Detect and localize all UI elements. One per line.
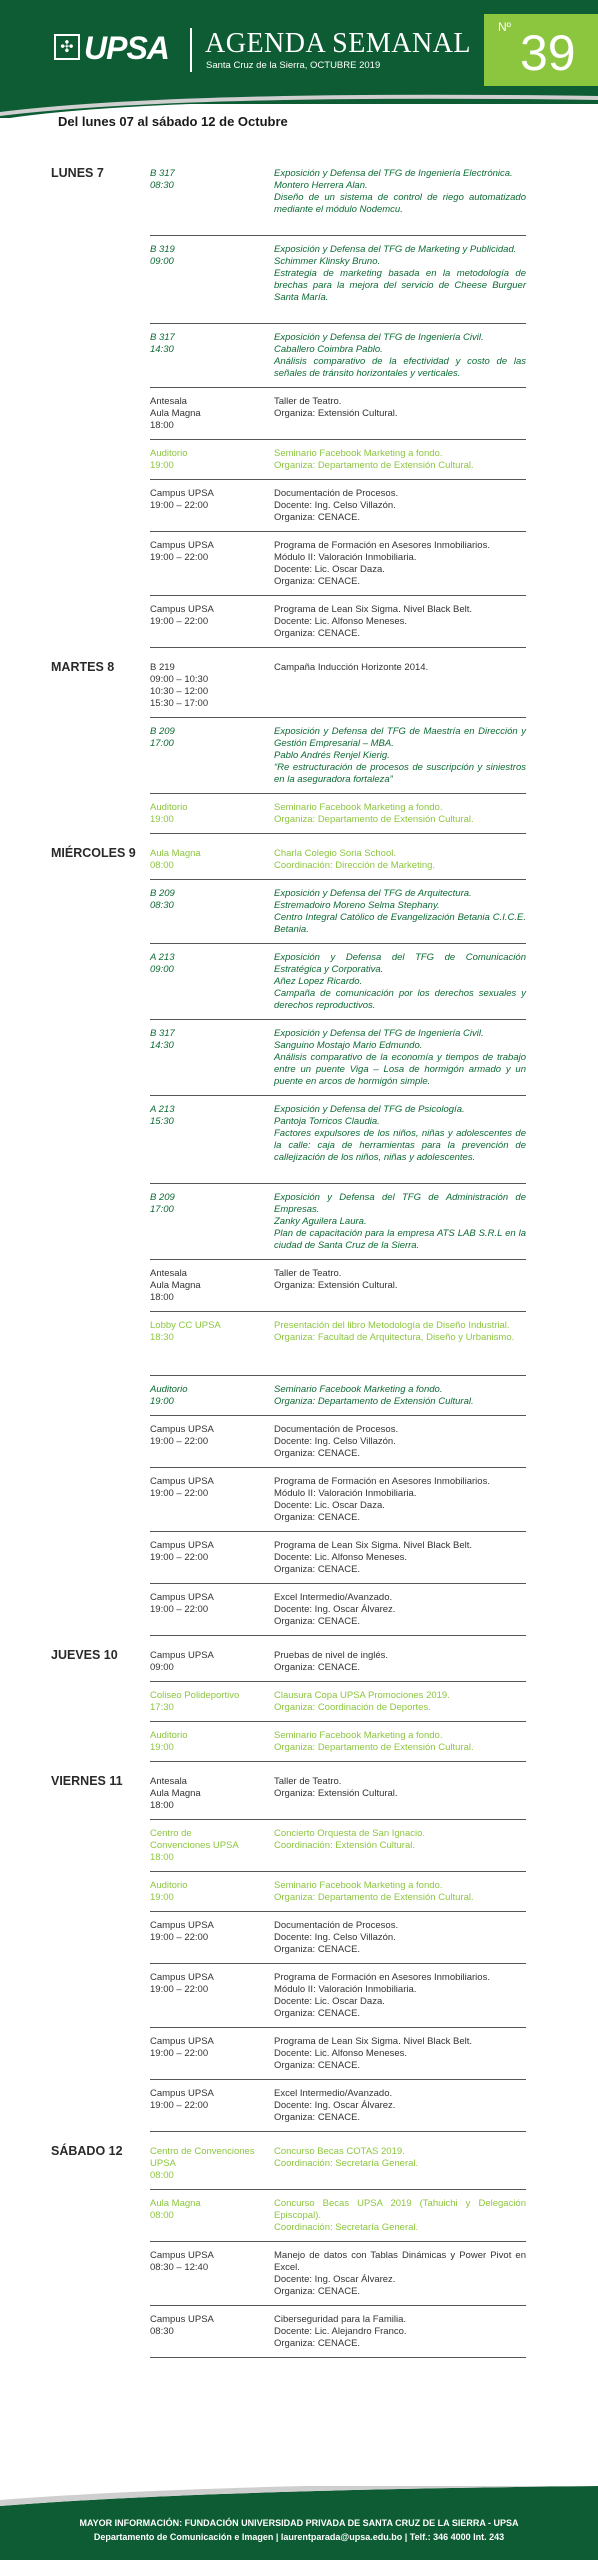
event-description: Documentación de Procesos. Docente: Ing. Celso Villazón. Organiza: CENACE. [274, 1424, 399, 1459]
event-place-time: Campus UPSA 19:00 – 22:00 [150, 604, 214, 627]
event-place-time: Antesala Aula Magna 18:00 [150, 396, 201, 431]
event-description: Exposición y Defensa del TFG de Administración de Empresas. Zanky Aguilera Laura. Plan de capacitación para la empresa ATS LAB S.R.L en la ciudad de Santa Cruz de la Sierra. [274, 1192, 526, 1251]
event-description: Documentación de Procesos. Docente: Ing. Celso Villazón. Organiza: CENACE. [274, 488, 399, 523]
event-description: Campaña Inducción Horizonte 2014. [274, 662, 429, 673]
footer-line-1: MAYOR INFORMACIÓN: FUNDACIÓN UNIVERSIDAD PRIVADA DE SANTA CRUZ DE LA SIERRA - UPSA [79, 2518, 519, 2528]
event-description: Seminario Facebook Marketing a fondo. Organiza: Departamento de Extensión Cultural. [274, 448, 474, 471]
event-place-time: Centro de Convenciones UPSA 18:00 [150, 1828, 239, 1863]
day-label: MARTES 8 [51, 660, 115, 674]
event-place-time: Campus UPSA 19:00 – 22:00 [150, 1972, 214, 1995]
agenda-item [150, 324, 526, 388]
event-place-time: Aula Magna 08:00 [150, 848, 201, 871]
agenda-item [150, 840, 526, 880]
event-description: Excel Intermedio/Avanzado. Docente: Ing. Oscar Álvarez. Organiza: CENACE. [274, 1592, 396, 1627]
event-place-time: Auditorio 19:00 [150, 1730, 188, 1753]
event-place-time: Antesala Aula Magna 18:00 [150, 1776, 201, 1811]
event-place-time: B 219 09:00 – 10:30 10:30 – 12:00 15:30 – 17:00 [150, 662, 209, 709]
event-place-time: Campus UPSA 19:00 – 22:00 [150, 2036, 214, 2059]
page-title: AGENDA SEMANAL [205, 28, 471, 59]
event-place-time: Auditorio 19:00 [150, 1384, 188, 1407]
agenda-item [150, 718, 526, 794]
event-description: Taller de Teatro. Organiza: Extensión Cultural. [274, 396, 398, 419]
event-description: Concierto Orquesta de San Ignacio. Coordinación: Extensión Cultural. [274, 1828, 426, 1851]
agenda-item [150, 944, 526, 1020]
issue-number-badge [484, 14, 598, 86]
agenda-item [150, 1312, 526, 1376]
agenda-item [150, 1682, 526, 1722]
page-subtitle: Santa Cruz de la Sierra, OCTUBRE 2019 [206, 60, 381, 71]
event-place-time: Antesala Aula Magna 18:00 [150, 1268, 201, 1303]
agenda-item [150, 880, 526, 944]
agenda-item [150, 794, 526, 834]
footer-line-2: Departamento de Comunicación e Imagen | laurentparada@upsa.edu.bo | Telf.: 346 4000 Int. 243 [93, 2532, 505, 2542]
event-place-time: A 213 09:00 [150, 952, 175, 975]
agenda-item [150, 596, 526, 648]
event-description: Taller de Teatro. Organiza: Extensión Cultural. [274, 1268, 398, 1291]
agenda-item [150, 1376, 526, 1416]
agenda-item [150, 440, 526, 480]
event-description: Seminario Facebook Marketing a fondo. Organiza: Departamento de Extensión Cultural. [274, 1880, 474, 1903]
event-place-time: Campus UPSA 08:30 – 12:40 [150, 2250, 214, 2273]
event-description: Programa de Formación en Asesores Inmobiliarios. Módulo II: Valoración Inmobiliaria. Docente: Lic. Oscar Daza. Organiza: CENACE. [274, 540, 490, 587]
logo-text: UPSA [84, 30, 169, 66]
header [0, 0, 598, 118]
event-place-time: B 317 08:30 [150, 168, 175, 191]
event-place-time: Campus UPSA 19:00 – 22:00 [150, 540, 214, 563]
agenda-item [150, 1768, 526, 1820]
agenda-item [150, 1872, 526, 1912]
event-description: Exposición y Defensa del TFG de Maestría en Dirección y Gestión Empresarial – MBA. Pablo Andrés Renjel Kierig. “Re estructuración de procesos de suscripción y siniestros en la aseguradora fortaleza” [274, 726, 526, 785]
event-place-time: Campus UPSA 19:00 – 22:00 [150, 1424, 214, 1447]
event-place-time: B 319 09:00 [150, 244, 175, 267]
event-description: Ciberseguridad para la Familia. Docente: Lic. Alejandro Franco. Organiza: CENACE. [274, 2314, 407, 2349]
event-description: Taller de Teatro. Organiza: Extensión Cultural. [274, 1776, 398, 1799]
agenda-item [150, 1020, 526, 1096]
agenda-item [150, 160, 526, 236]
event-place-time: Campus UPSA 09:00 [150, 1650, 214, 1673]
event-description: Seminario Facebook Marketing a fondo. Organiza: Departamento de Extensión Cultural. [274, 802, 474, 825]
upsa-logo-icon: ✣ [54, 34, 80, 60]
agenda-item [150, 1584, 526, 1636]
agenda-item [150, 2306, 526, 2358]
event-description: Seminario Facebook Marketing a fondo. Organiza: Departamento de Extensión Cultural. [274, 1384, 474, 1407]
agenda-item [150, 1416, 526, 1468]
agenda-item [150, 2138, 526, 2190]
event-place-time: Auditorio 19:00 [150, 1880, 188, 1903]
event-description: Programa de Lean Six Sigma. Nivel Black Belt. Docente: Lic. Alfonso Meneses. Organiza: CENACE. [274, 2036, 473, 2071]
agenda-item [150, 2028, 526, 2080]
issue-number: 39 [520, 25, 576, 81]
agenda-item [150, 1532, 526, 1584]
event-place-time: Campus UPSA 19:00 – 22:00 [150, 1920, 214, 1943]
agenda-item [150, 1820, 526, 1872]
event-place-time: Campus UPSA 19:00 – 22:00 [150, 488, 214, 511]
agenda-item [150, 1964, 526, 2028]
header-divider [190, 28, 192, 72]
agenda-item [150, 1642, 526, 1682]
event-description: Exposición y Defensa del TFG de Marketing y Publicidad. Schimmer Klinsky Bruno. Estrategia de marketing basada en la metodología de brechas para la mejora del servicio de Cheese Burguer Santa María. [274, 244, 526, 303]
day-label: LUNES 7 [51, 166, 104, 180]
date-range: Del lunes 07 al sábado 12 de Octubre [58, 114, 288, 129]
event-description: Exposición y Defensa del TFG de Ingeniería Civil. Caballero Coimbra Pablo. Análisis comparativo de la efectividad y costo de las señales de tránsito horizontales y verticales. [274, 332, 526, 379]
agenda-item [150, 1722, 526, 1762]
agenda-item [150, 2190, 526, 2242]
event-place-time: B 317 14:30 [150, 332, 175, 355]
agenda-item [150, 532, 526, 596]
event-place-time: Aula Magna 08:00 [150, 2198, 201, 2221]
event-place-time: Auditorio 19:00 [150, 802, 188, 825]
event-place-time: B 317 14:30 [150, 1028, 175, 1051]
event-description: Presentación del libro Metodología de Diseño Industrial. Organiza: Facultad de Arquitectura, Diseño y Urbanismo. [274, 1320, 515, 1343]
event-place-time: Centro de Convenciones UPSA 08:00 [150, 2146, 255, 2181]
agenda-item [150, 388, 526, 440]
event-description: Exposición y Defensa del TFG de Psicología. Pantoja Torricos Claudia. Factores expulsores de los niños, niñas y adolescentes de la calle: caja de herramientas para la prevención de callejización de los niños, niñas y adolescentes. [274, 1104, 526, 1163]
agenda-item [150, 1096, 526, 1184]
issue-number-label: Nº [498, 20, 512, 34]
event-description: Exposición y Defensa del TFG de Arquitectura. Estremadoiro Moreno Selma Stephany. Centro Integral Católico de Evangelización Betania C.I.C.E. Betania. [274, 888, 526, 935]
agenda-item [150, 2242, 526, 2306]
event-description: Excel Intermedio/Avanzado. Docente: Ing. Oscar Álvarez. Organiza: CENACE. [274, 2088, 396, 2123]
event-place-time: Campus UPSA 19:00 – 22:00 [150, 1540, 214, 1563]
event-place-time: B 209 17:00 [150, 726, 175, 749]
agenda-item [150, 1260, 526, 1312]
event-description: Programa de Lean Six Sigma. Nivel Black Belt. Docente: Lic. Alfonso Meneses. Organiza: CENACE. [274, 604, 473, 639]
event-description: Exposición y Defensa del TFG de Ingeniería Electrónica. Montero Herrera Alan. Diseño de un sistema de control de riego automatizado mediante el módulo Nodemcu. [274, 168, 526, 215]
event-place-time: Coliseo Polideportivo 17:30 [150, 1690, 240, 1713]
footer [0, 2486, 598, 2560]
event-place-time: Campus UPSA 19:00 – 22:00 [150, 2088, 214, 2111]
event-description: Exposición y Defensa del TFG de Comunicación Estratégica y Corporativa. Añez Lopez Ricardo. Campaña de comunicación por los derechos sexuales y derechos reproductivos. [274, 952, 526, 1011]
event-place-time: A 213 15:30 [150, 1104, 175, 1127]
agenda-item [150, 1468, 526, 1532]
agenda-item [150, 2080, 526, 2132]
event-place-time: Auditorio 19:00 [150, 448, 188, 471]
event-place-time: B 209 08:30 [150, 888, 175, 911]
event-place-time: Campus UPSA 08:30 [150, 2314, 214, 2337]
event-place-time: Campus UPSA 19:00 – 22:00 [150, 1592, 214, 1615]
event-place-time: B 209 17:00 [150, 1192, 175, 1215]
day-label: JUEVES 10 [51, 1648, 118, 1662]
event-description: Programa de Formación en Asesores Inmobiliarios. Módulo II: Valoración Inmobiliaria. Docente: Lic. Oscar Daza. Organiza: CENACE. [274, 1972, 490, 2019]
event-description: Programa de Formación en Asesores Inmobiliarios. Módulo II: Valoración Inmobiliaria. Docente: Lic. Oscar Daza. Organiza: CENACE. [274, 1476, 490, 1523]
event-place-time: Campus UPSA 19:00 – 22:00 [150, 1476, 214, 1499]
event-description: Exposición y Defensa del TFG de Ingeniería Civil. Sanguino Mostajo Mario Edmundo. Análisis comparativo de la economía y tiempos de trabajo entre un puente Viga – Losa de hormigón armado y un puente en arcos de hormigón simple. [274, 1028, 526, 1087]
day-label: SÁBADO 12 [51, 2144, 123, 2158]
event-description: Charla Colegio Soria School. Coordinación: Dirección de Marketing. [274, 848, 436, 871]
day-label: VIERNES 11 [51, 1774, 123, 1788]
event-description: Manejo de datos con Tablas Dinámicas y Power Pivot en Excel. Docente: Ing. Oscar Álvarez. Organiza: CENACE. [274, 2250, 526, 2297]
agenda-item [150, 236, 526, 324]
day-label: MIÉRCOLES 9 [51, 846, 136, 860]
agenda-item [150, 480, 526, 532]
event-description: Concurso Becas UPSA 2019 (Tahuichi y Delegación Episcopal). Coordinación: Secretaría General. [274, 2198, 526, 2233]
event-place-time: Lobby CC UPSA 18:30 [150, 1320, 221, 1343]
agenda-item [150, 1912, 526, 1964]
event-description: Documentación de Procesos. Docente: Ing. Celso Villazón. Organiza: CENACE. [274, 1920, 399, 1955]
event-description: Clausura Copa UPSA Promociones 2019. Organiza: Coordinación de Deportes. [274, 1690, 450, 1713]
event-description: Concurso Becas COTAS 2019. Coordinación: Secretaría General. [274, 2146, 419, 2169]
agenda-item [150, 654, 526, 718]
event-description: Programa de Lean Six Sigma. Nivel Black Belt. Docente: Lic. Alfonso Meneses. Organiza: CENACE. [274, 1540, 473, 1575]
event-description: Seminario Facebook Marketing a fondo. Organiza: Departamento de Extensión Cultural. [274, 1730, 474, 1753]
event-description: Pruebas de nivel de inglés. Organiza: CENACE. [274, 1650, 389, 1673]
agenda-item [150, 1184, 526, 1260]
